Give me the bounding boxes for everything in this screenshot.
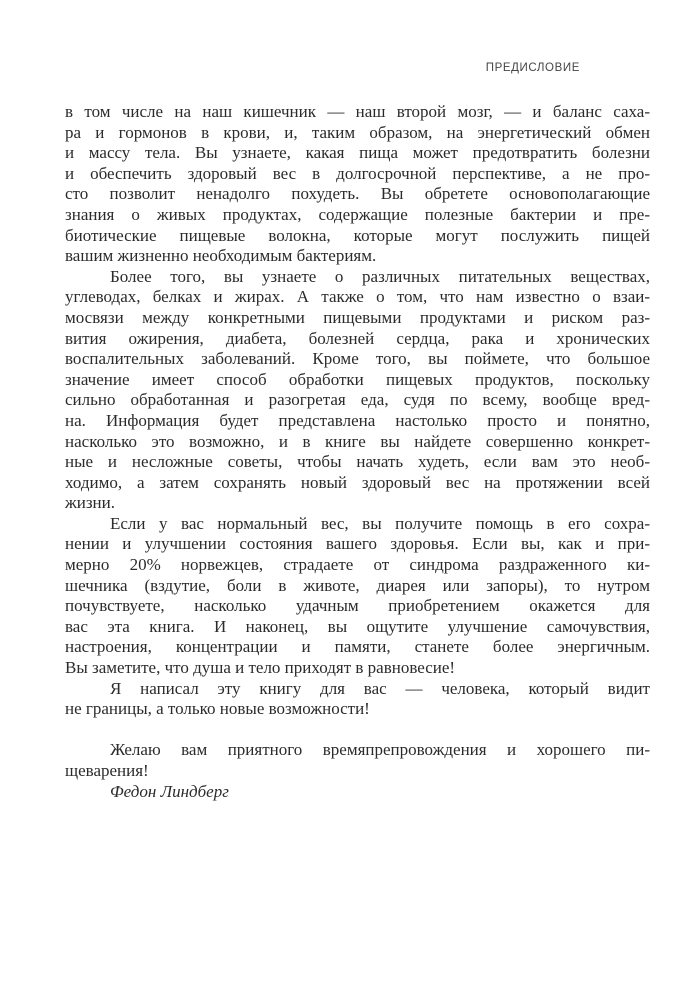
text-line: сильно обработанная и разогретая еда, судя по всему, вообще вред- bbox=[65, 390, 650, 410]
text-line: Федон Линдберг bbox=[110, 781, 229, 801]
text-line: вашим жизненно необходимым бактериям. bbox=[65, 246, 377, 266]
text-line: в том числе на наш кишечник — наш второй мозг, — и баланс саха- bbox=[65, 102, 650, 121]
text-line: ра и гормонов в крови, и, таким образом, на энергетический обмен bbox=[65, 122, 650, 142]
paragraph bbox=[65, 514, 650, 679]
text-line: ные и несложные советы, чтобы начать худеть, если вам это необ- bbox=[65, 452, 650, 472]
text-line: щеварения! bbox=[65, 761, 149, 780]
paragraph bbox=[65, 740, 650, 781]
text-line: воспалительных заболеваний. Кроме того, вы поймете, что большое bbox=[65, 349, 650, 369]
text-line: настроения, концентрации и памяти, станете более энергичным. bbox=[65, 637, 650, 657]
paragraph bbox=[65, 102, 650, 267]
text-line: Если у вас нормальный вес, вы получите помощь в его сохра- bbox=[110, 513, 650, 533]
text-line: знания о живых продуктах, содержащие полезные бактерии и пре- bbox=[65, 204, 650, 224]
text-line: мерно 20% норвежцев, страдаете от синдрома раздраженного ки- bbox=[65, 555, 650, 575]
text-line: углеводах, белках и жирах. А также о том, что нам известно о взаи- bbox=[65, 287, 650, 307]
text-line: Желаю вам приятного времяпрепровождения и хорошего пи- bbox=[110, 740, 650, 760]
text-line: биотические пищевые волокна, которые могут послужить пищей bbox=[65, 225, 650, 245]
text-line: Я написал эту книгу для вас — человека, который видит bbox=[110, 678, 650, 698]
running-header: ПРЕДИСЛОВИЕ bbox=[485, 62, 580, 74]
text-line: вития ожирения, диабета, болезней сердца, рака и хронических bbox=[65, 328, 650, 348]
text-line: значение имеет способ обработки пищевых продуктов, поскольку bbox=[65, 369, 650, 389]
page-text-block bbox=[65, 102, 650, 802]
text-line: мосвязи между конкретными пищевыми продуктами и риском раз- bbox=[65, 307, 650, 327]
text-line: насколько это возможно, и в книге вы найдете совершенно конкрет- bbox=[65, 431, 650, 451]
text-line: вас эта книга. И наконец, вы ощутите улучшение самочувствия, bbox=[65, 616, 650, 636]
text-line: и обеспечить здоровый вес в долгосрочной перспективе, а не про- bbox=[65, 163, 650, 183]
paragraph bbox=[65, 267, 650, 514]
text-line: Вы заметите, что душа и тело приходят в равновесие! bbox=[65, 658, 456, 678]
text-line: на. Информация будет представлена настолько просто и понятно, bbox=[65, 410, 650, 430]
text-line: и массу тела. Вы узнаете, какая пища может предотвратить болезни bbox=[65, 143, 650, 163]
text-line: жизни. bbox=[65, 493, 116, 513]
text-line: не границы, а только новые возможности! bbox=[65, 699, 370, 719]
paragraph bbox=[65, 679, 650, 720]
text-line: сто позволит ненадолго похудеть. Вы обретете основополагающие bbox=[65, 184, 650, 204]
paragraph bbox=[65, 782, 650, 803]
text-line: Более того, вы узнаете о различных питательных веществах, bbox=[110, 266, 650, 286]
text-line: шечника (вздутие, боли в животе, диарея или запоры), то нутром bbox=[65, 575, 650, 595]
text-line: почувствуете, насколько удачным приобретением окажется для bbox=[65, 596, 650, 616]
text-line: нении и улучшении состояния вашего здоровья. Если вы, как и при- bbox=[65, 534, 650, 554]
text-line: ходимо, а затем сохранять новый здоровый вес на протяжении всей bbox=[65, 472, 650, 492]
